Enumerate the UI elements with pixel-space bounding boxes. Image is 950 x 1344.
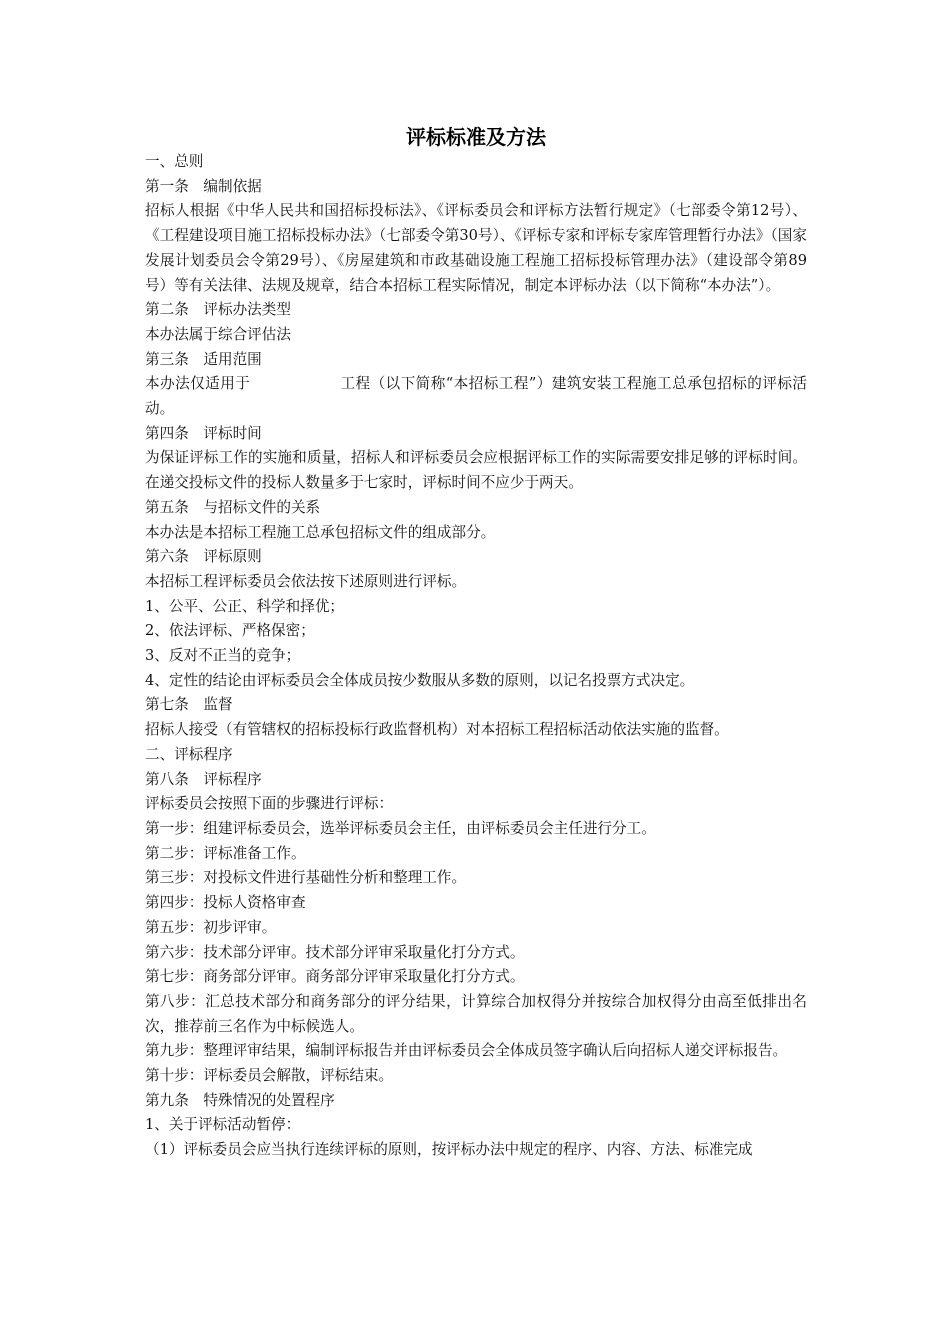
list-item: 1、关于评标活动暂停：	[145, 1116, 301, 1134]
article-heading: 第九条 特殊情况的处置程序	[145, 1091, 335, 1109]
step-item: 第五步：初步评审。	[145, 918, 277, 936]
step-item: 第七步：商务部分评审。商务部分评审采取量化打分方式。	[145, 968, 525, 986]
step-item: 第四步：投标人资格审查	[145, 894, 306, 912]
step-item: 第三步：对投标文件进行基础性分析和整理工作。	[145, 869, 467, 887]
article-heading: 第四条 评标时间	[145, 424, 262, 442]
article-heading: 第七条 监督	[145, 696, 233, 714]
paragraph: 为保证评标工作的实施和质量，招标人和评标委员会应根据评标工作的实际需要安排足够的评标时间。在递交投标文件的投标人数量多于七家时，评标时间不应少于两天。	[145, 449, 807, 492]
step-item: 第八步：汇总技术部分和商务部分的评分结果，计算综合加权得分并按综合加权得分由高至低排出名次，推荐前三名作为中标候选人。	[145, 992, 807, 1035]
step-item: 第九步：整理评审结果，编制评标报告并由评标委员会全体成员签字确认后向招标人递交评标报告。	[145, 1042, 788, 1060]
paragraph: 本办法是本招标工程施工总承包招标文件的组成部分。	[145, 523, 496, 541]
list-item: 1、公平、公正、科学和择优；	[145, 597, 345, 615]
article-heading: 第五条 与招标文件的关系	[145, 498, 321, 516]
article-heading: 第三条 适用范围	[145, 350, 262, 368]
section-heading: 二、评标程序	[145, 745, 233, 763]
article-heading: 第六条 评标原则	[145, 548, 262, 566]
paragraph: 评标委员会按照下面的步骤进行评标：	[145, 795, 394, 813]
article-heading: 第一条 编制依据	[145, 177, 262, 195]
step-item: 第一步：组建评标委员会，选举评标委员会主任，由评标委员会主任进行分工。	[145, 819, 656, 837]
section-heading: 一、总则	[145, 153, 204, 170]
paragraph: 招标人接受（有管辖权的招标投标行政监督机构）对本招标工程招标活动依法实施的监督。	[145, 721, 729, 739]
step-item: 第二步：评标准备工作。	[145, 844, 306, 862]
article-heading: 第八条 评标程序	[145, 770, 262, 788]
document-title: 评标标准及方法	[406, 125, 546, 149]
step-item: 第十步：评标委员会解散，评标结束。	[145, 1067, 394, 1085]
step-item: 第六步：技术部分评审。技术部分评审采取量化打分方式。	[145, 943, 525, 961]
paragraph: 本招标工程评标委员会依法按下述原则进行评标。	[145, 572, 467, 590]
list-item: 2、依法评标、严格保密；	[145, 622, 315, 640]
sub-item: （1）评标委员会应当执行连续评标的原则，按评标办法中规定的程序、内容、方法、标准完成	[145, 1141, 753, 1159]
paragraph: 本办法属于综合评估法	[145, 325, 291, 343]
list-item: 4、定性的结论由评标委员会全体成员按少数服从多数的原则，以记名投票方式决定。	[145, 671, 695, 689]
article-heading: 第二条 评标办法类型	[145, 301, 291, 319]
paragraph: 招标人根据《中华人民共和国招标投标法》、《评标委员会和评标方法暂行规定》（七部委令第12号）、《工程建设项目施工招标投标办法》（七部委令第30号）、《评标专家和评标专家库管理暂行办法》（国家发展计划委员会令第29号）、《房屋建筑和市政基础设施工程施工招标投标管理办法》（建设部令第89号）等有关法律、法规及规章，结合本招标工程实际情况，制定本评标办法（以下简称“本办法”）。	[145, 202, 807, 294]
document-body	[145, 150, 807, 1163]
list-item: 3、反对不正当的竞争；	[145, 647, 301, 665]
paragraph: 本办法仅适用于 工程（以下简称“本招标工程”）建筑安装工程施工总承包招标的评标活动。	[145, 375, 807, 418]
